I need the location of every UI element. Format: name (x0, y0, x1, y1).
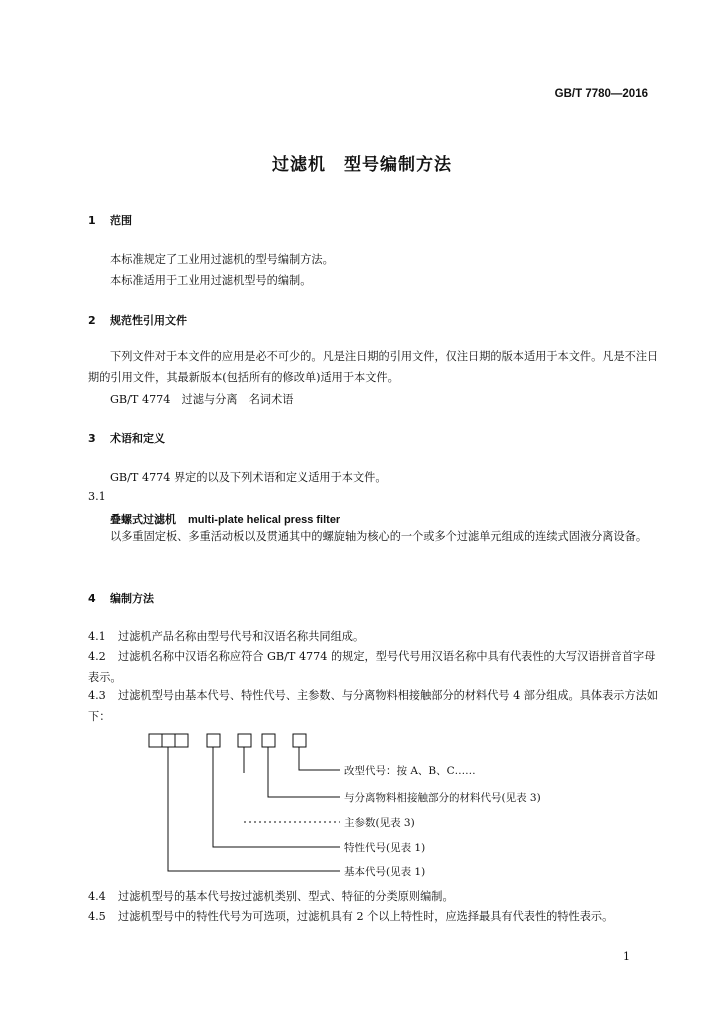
clause-text: 过滤机名称中汉语名称应符合 GB/T 4774 的规定，型号代号用汉语名称中具有代表性的大写汉语拼音首字母表示。 (88, 650, 656, 684)
section-title: 范围 (110, 214, 132, 227)
leader-line (299, 747, 340, 770)
section-2-heading (88, 312, 187, 328)
clause-number: 4.4 (88, 890, 106, 903)
clause-4-5 (88, 906, 660, 927)
diagram-label: 改型代号：按 A、B、C…… (344, 765, 476, 777)
term-chinese: 叠螺式过滤机 (110, 513, 176, 526)
term-definition: 以多重固定板、多重活动板以及贯通其中的螺旋轴为核心的一个或多个过滤单元组成的连续式固液分离设备。 (110, 530, 648, 543)
clause-4-3 (88, 685, 660, 727)
term-number: 3.1 (88, 490, 106, 503)
diagram-label: 基本代号(见表 1) (344, 866, 426, 878)
clause-4-1 (88, 628, 364, 644)
characteristic-code-box (207, 734, 220, 747)
section-number: 1 (88, 214, 96, 227)
material-code-box (262, 734, 275, 747)
clause-number: 4.1 (88, 630, 106, 643)
clause-number: 4.3 (88, 689, 106, 702)
normative-reference: GB/T 4774 过滤与分离 名词术语 (110, 393, 294, 406)
diagram-label: 特性代号(见表 1) (344, 842, 426, 854)
clause-text: 过滤机型号的基本代号按过滤机类别、型式、特征的分类原则编制。 (118, 890, 454, 903)
model-code-diagram (145, 730, 565, 880)
leader-line (268, 747, 340, 797)
section-4-heading (88, 590, 154, 606)
clause-text: 过滤机产品名称由型号代号和汉语名称共同组成。 (118, 630, 365, 643)
standard-number: GB/T 7780—2016 (554, 88, 648, 100)
leader-line (168, 747, 340, 871)
basic-code-box (175, 734, 188, 747)
paragraph: 本标准适用于工业用过滤机型号的编制。 (110, 274, 312, 287)
section-3-heading (88, 430, 165, 446)
diagram-label: 主参数(见表 3) (344, 817, 415, 829)
clause-text: 过滤机型号中的特性代号为可选项，过滤机具有 2 个以上特性时，应选择最具有代表性的特性表示。 (118, 910, 614, 923)
paragraph: GB/T 4774 界定的以及下列术语和定义适用于本文件。 (110, 471, 387, 484)
main-parameter-box (238, 734, 251, 747)
paragraph: 下列文件对于本文件的应用是必不可少的。凡是注日期的引用文件，仅注日期的版本适用于本文件。凡是不注日期的引用文件，其最新版本(包括所有的修改单)适用于本文件。 (88, 350, 659, 384)
section-number: 4 (88, 592, 96, 605)
term-english: multi-plate helical press filter (188, 514, 341, 526)
section-1-heading (88, 212, 132, 228)
diagram-label: 与分离物料相接触部分的材料代号(见表 3) (344, 792, 541, 804)
clause-text: 过滤机型号由基本代号、特性代号、主参数、与分离物料相接触部分的材料代号 4 部分组成。具体表示方法如下： (88, 689, 659, 723)
paragraph: 本标准规定了工业用过滤机的型号编制方法。 (110, 253, 334, 266)
term-entry (110, 508, 340, 527)
clause-number: 4.5 (88, 910, 106, 923)
section-title: 术语和定义 (110, 432, 165, 445)
section-number: 2 (88, 314, 96, 327)
page-title: 过滤机 型号编制方法 (272, 155, 452, 175)
section-title: 规范性引用文件 (110, 314, 187, 327)
modification-code-box (293, 734, 306, 747)
section-title: 编制方法 (110, 592, 154, 605)
page-number: 1 (623, 950, 630, 963)
basic-code-box (162, 734, 175, 747)
clause-4-4 (88, 888, 454, 904)
section-number: 3 (88, 432, 96, 445)
basic-code-box (149, 734, 162, 747)
clause-number: 4.2 (88, 650, 106, 663)
clause-4-2 (88, 646, 660, 688)
